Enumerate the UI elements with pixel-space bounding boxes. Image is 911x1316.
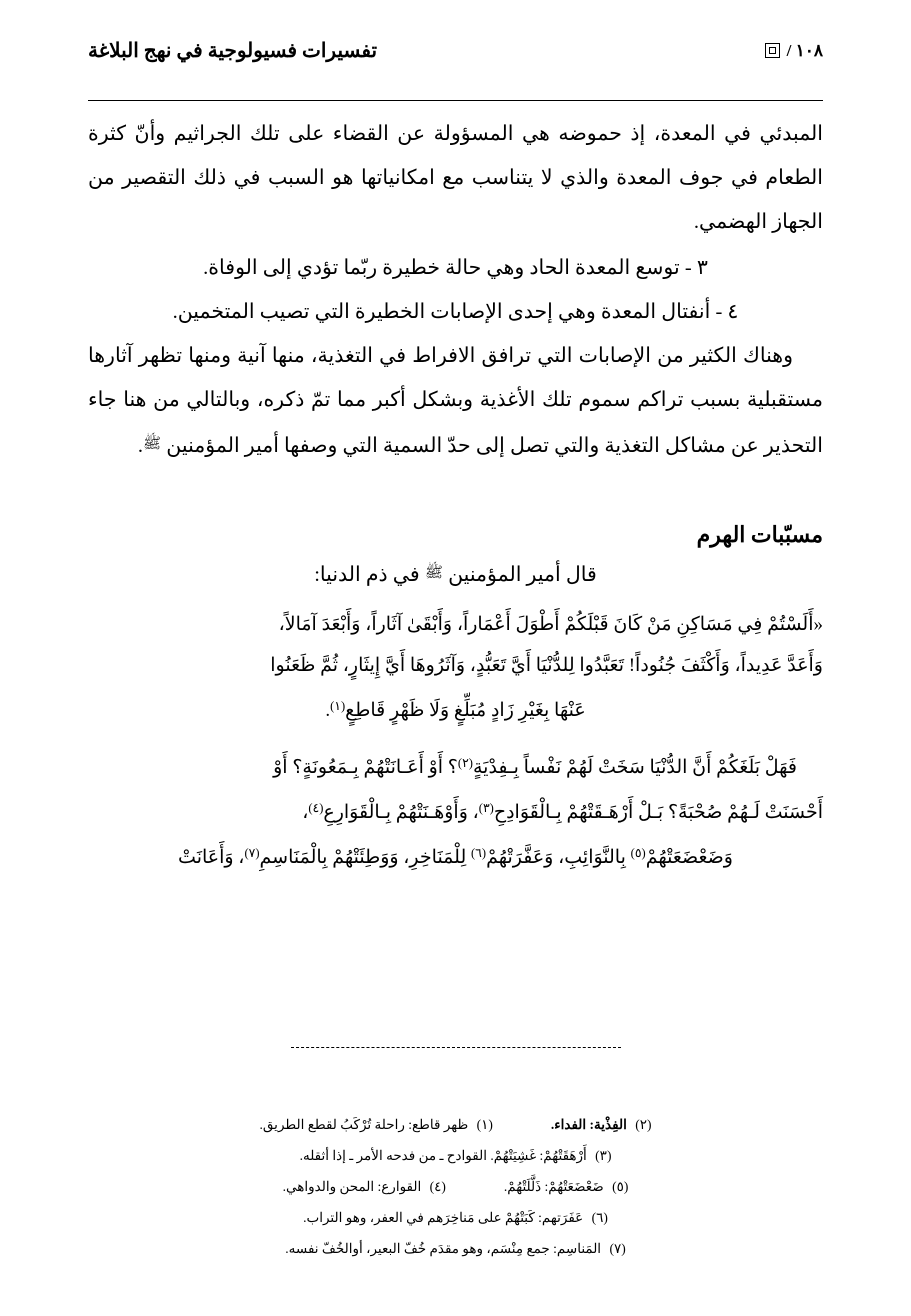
footnote-text: عَفَرَتهم: كَبَتْهُمْ على مَناخِرَهم في العفر، وهو التراب. [303,1210,584,1225]
honorific-icon: ﷺ [143,436,162,452]
quotation-block-2 [88,731,823,878]
quote-line-text: ، [302,802,309,823]
section-heading: مسبّبات الهرم [696,522,823,547]
quote-line [88,788,823,833]
footnote-ref: (٤) [308,801,324,815]
footnote-row [88,1233,823,1264]
page-body [88,112,823,878]
honorific-icon: ﷺ [424,565,443,581]
quote-line-text: عَنْهَا بِغَيْرِ زَادٍ مُبَلِّغٍ وَلَا ظَهْرٍ قَاطِعٍ [345,700,586,721]
footnote-row [88,1202,823,1233]
footnote-item [300,1140,612,1171]
attribution-before: قال أمير المؤمنين [448,564,597,586]
footnote-item [285,1233,625,1264]
footnote-item [303,1202,608,1233]
quote-line-text: ؟ أَوْ أَعَـانَتْهُمْ بِـمَعُونَةٍ؟ أَوْ [273,757,458,778]
footnote-ref: (١) [330,699,346,713]
quote-line-text: أَحْسَنَتْ لَـهُمْ صُحْبَةً؟ بَـلْ أَرْهَـقَتْهُمْ بِـالْقَوَادِحِ [493,802,823,823]
footnote-ref: (٦) [471,846,487,860]
footnote-text: ظهر قاطع: راحلة تُرْكَبُ لقطع الطريق. [259,1117,469,1132]
page-header [88,38,823,63]
square-ornament-icon [765,43,780,58]
list-item: ٣ - توسع المعدة الحاد وهي حالة خطيرة ربّما تؤدي إلى الوفاة. [203,257,708,279]
footnote-number: (٧) [609,1241,626,1256]
paragraph-continuation: المبدئي في المعدة، إذ حموضه هي المسؤولة عن القضاء على تلك الجراثيم وأنّ كثرة الطعام في جوف المعدة والذي لا يتناسب مع امكانياتها هو السبب في ذلك التقصير من الجهاز الهضمي. [88,123,823,233]
quote-line-text: وَضَعْضَعَتْهُمْ [645,847,733,868]
footnote-item [551,1109,652,1140]
footnote-text: ضَعْضَعَتْهُمْ: ذَلَّلَتْهُمْ. [503,1179,604,1194]
book-title: تفسيرات فسيولوجية في نهج البلاغة [88,40,378,62]
footnote-area [88,1109,823,1264]
paragraph: وهناك الكثير من الإصابات التي ترافق الافراط في التغذية، منها آنية ومنها تظهر آثارها مستقبلية بسبب تراكم سموم تلك الأغذية وبشكل أكبر مما تمّ ذكره، وبالتالي من هنا جاء التحذير عن مشاكل التغذية والتي تصل إلى حدّ السمية التي وصفها أمير المؤمنين ﷺ. [88,345,823,457]
footnote-text: الفِذْية: الفداء. [550,1117,627,1132]
footnote-number: (٤) [429,1179,446,1194]
quote-line-text: لِلْمَنَاخِرِ، وَوَطِئَتْهُمْ بِالْمَنَاسِمِ [259,847,467,868]
footnote-row [88,1140,823,1171]
footnote-text: المَناسِم: جمع مِنْسَم، وهو مقدَم خُفّ البعير، أوالخُفّ نفسه. [285,1241,602,1256]
footnote-number: (٦) [591,1210,608,1225]
paragraph-text: وهناك الكثير من الإصابات التي ترافق الافراط في التغذية، منها آنية ومنها تظهر آثارها مستقبلية بسبب تراكم سموم تلك الأغذية وبشكل أكبر مما تمّ ذكره، وبالتالي من هنا جاء التحذير عن مشاكل التغذية والتي تصل إلى حدّ السمية التي وصفها أمير المؤمنين [88,345,823,457]
footnote-text: القوارع: المحن والدواهي. [282,1179,422,1194]
quote-line-text: فَهَلْ بَلَغَكُمْ أَنَّ الدُّنْيَا سَخَتْ لَهُمْ نَفْساً بِـفِدْيَةٍ [472,757,797,778]
footnote-ref: (٥) [630,846,646,860]
list-item: ٤ - أنفتال المعدة وهي إحدى الإصابات الخطيرة التي تصيب المتخمين. [172,301,739,323]
footnote-item [504,1171,629,1202]
quote-line [88,743,823,788]
footnote-item [260,1109,493,1140]
footnote-ref: (٢) [457,756,473,770]
attribution-after: في ذم الدنيا: [314,564,420,586]
footnote-ref: (٧) [244,846,260,860]
footnote-number: (٣) [595,1148,612,1163]
page-number [765,41,823,61]
quote-line: «أَلَسْتُمْ فِي مَسَاكِنِ مَنْ كَانَ قَبْلَكُمْ أَطْوَلَ أَعْمَاراً، وَأَبْقَىٰ آثَاراً، وَأَبْعَدَ آمَالاً، [278,614,823,635]
quote-line: عَنْهَا بِغَيْرِ زَادٍ مُبَلِّغٍ وَلَا ظَهْرٍ قَاطِعٍ$^{(١)}$. [325,699,586,721]
quote-line [88,833,823,878]
footnote-row [88,1171,823,1202]
quote-line: وَأَعَدَّ عَدِيداً، وَأَكْثَفَ جُنُوداً! تَعَبَّدُوا لِلدُّنْيَا أَيَّ تَعَبُّدٍ، وَآثَرُوهَا أَيَّ إِيثَارٍ، ثُمَّ ظَعَنُوا [270,655,823,676]
footnote-separator [291,1047,621,1048]
header-divider [88,100,823,101]
page-number-text: ١٠٨ / [786,40,823,60]
footnote-number: (٢) [635,1117,652,1132]
quote-line-text: ، وَأَوْهَـنَتْهُمْ بِـالْقَوَارِعِ [323,802,479,823]
quotation-block [88,598,823,731]
footnote-text: أَرْهَقَتْهُمْ: غَشِيَتْهُمْ. القوادح ـ من فدحه الأمر ـ إذا أثقله. [299,1148,587,1163]
footnote-ref: (٣) [478,801,494,815]
quote-line-text: ، وَأَعَانَتْ [178,847,245,868]
footnote-number: (١) [476,1117,493,1132]
footnote-row [88,1109,823,1140]
footnote-item [283,1171,446,1202]
quote-line-text: بِالنَّوَائِبِ، وَعَفَّرَتْهُمْ [486,847,626,868]
footnote-number: (٥) [612,1179,629,1194]
quote-attribution [88,552,823,598]
